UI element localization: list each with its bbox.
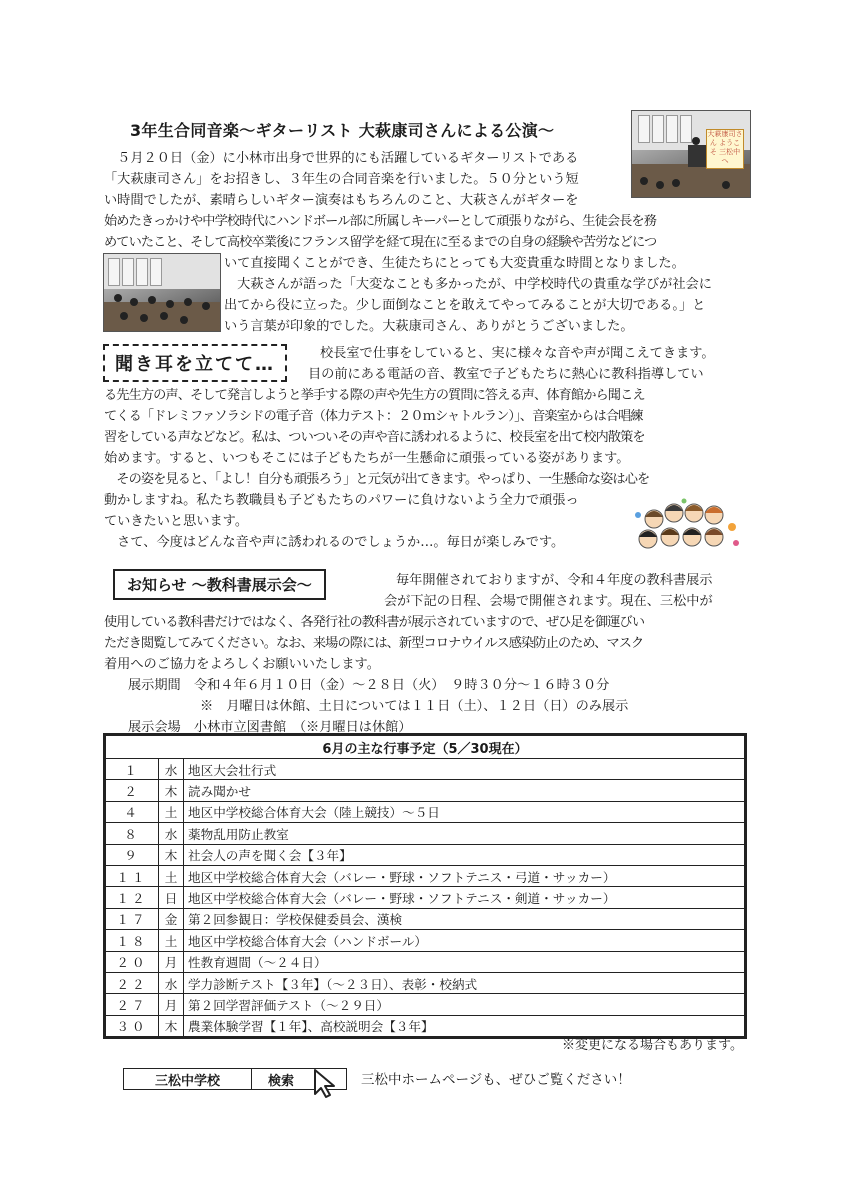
schedule-event: 薬物乱用防止教室 [184, 823, 745, 844]
exhibit-venue: 展示会場 小林市立図書館 （※月曜日は休館） [128, 720, 412, 735]
text-line: 校長室で仕事をしていると、実に様々な音や声が聞こえてきます。 [320, 346, 715, 361]
schedule-event: 第２回参観日：学校保健委員会、漢検 [184, 908, 745, 929]
schedule-event: 農業体験学習【１年】、高校説明会【３年】 [184, 1015, 745, 1036]
text-line: 毎年開催されておりますが、令和４年度の教科書展示 [396, 573, 713, 588]
text-line: ていきたいと思います。 [104, 514, 249, 529]
audience-photo [103, 253, 221, 332]
schedule-footnote: ※変更になる場合もあります。 [562, 1038, 743, 1053]
text-line: いう言葉が印象的でした。大萩康司さん、ありがとうございました。 [224, 319, 634, 334]
section1-title: 3年生合同音楽～ギターリスト 大萩康司さんによる公演～ [130, 121, 555, 140]
schedule-weekday: 木 [159, 844, 184, 865]
search-school-name: 三松中学校 [124, 1069, 252, 1089]
section1-body-top [104, 148, 629, 211]
schedule-row [106, 930, 745, 951]
schedule-row [106, 887, 745, 908]
schedule-weekday: 土 [159, 865, 184, 886]
text-line: 着用へのご協力をよろしくお願いいたします。 [104, 657, 380, 672]
schedule-day: ２ [106, 780, 159, 801]
text-line: その姿を見ると、「よし！自分も頑張ろう」と元気が出てきます。やっぱり、一生懸命な姿は心を [104, 472, 650, 487]
concert-photo [631, 110, 751, 198]
schedule-table [105, 735, 745, 1037]
search-button[interactable]: 検索 [268, 1073, 295, 1089]
schedule-event: 地区中学校総合体育大会（陸上競技）～５日 [184, 801, 745, 822]
children-illustration [632, 497, 744, 553]
text-line: 始めます。すると、いつもそこには子どもたちが一生懸命に頑張っている姿があります。 [104, 451, 630, 466]
schedule-row [106, 994, 745, 1015]
schedule-weekday: 月 [159, 951, 184, 972]
schedule-event: 第２回学習評価テスト（～２９日） [184, 994, 745, 1015]
footer-message: 三松中ホームページも、ぜひご覧ください！ [361, 1072, 631, 1088]
schedule-day: ４ [106, 801, 159, 822]
schedule-event: 読み聞かせ [184, 780, 745, 801]
schedule-event: 地区中学校総合体育大会（バレー・野球・ソフトテニス・弓道・サッカー） [184, 865, 745, 886]
schedule-day: １２ [106, 887, 159, 908]
schedule-day: １１ [106, 865, 159, 886]
schedule-weekday: 水 [159, 759, 184, 780]
schedule-weekday: 土 [159, 801, 184, 822]
schedule-weekday: 木 [159, 1015, 184, 1036]
schedule-event: 地区中学校総合体育大会（ハンドボール） [184, 930, 745, 951]
schedule-day: ３０ [106, 1015, 159, 1036]
text-line: てくる「ドレミファソラシドの電子音（体力テスト：２０ｍシャトルラン）」、音楽室からは合唱練 [104, 409, 643, 424]
schedule-weekday: 月 [159, 994, 184, 1015]
schedule-row [106, 759, 745, 780]
text-line: 「大萩康司さん」をお招きし、３年生の合同音楽を行いました。５０分という短 [104, 172, 579, 187]
schedule-day: ２７ [106, 994, 159, 1015]
schedule-day: ８ [106, 823, 159, 844]
text-line: 出てから役に立った。少し面倒なことを敢えてやってみることが大切である。」と [224, 298, 706, 313]
schedule-day: １７ [106, 908, 159, 929]
schedule-title: 6月の主な行事予定（5／30現在） [106, 736, 745, 759]
section1-body-bottom [224, 253, 744, 337]
schedule-box [103, 733, 747, 1039]
text-line: 始めたきっかけや中学校時代にハンドボール部に所属しキーパーとして頑張りながら、生徒会長を務 [104, 214, 657, 229]
text-line: い時間でしたが、素晴らしいギター演奏はもちろんのこと、大萩さんがギターを [104, 193, 579, 208]
schedule-weekday: 金 [159, 908, 184, 929]
schedule-day: ２２ [106, 972, 159, 993]
text-line: いて直接聞くことができ、生徒たちにとっても大変貴重な時間となりました。 [224, 256, 685, 271]
text-line: ただき閲覧してみてください。なお、来場の際には、新型コロナウイルス感染防止のため、マスク [104, 636, 644, 651]
schedule-row [106, 865, 745, 886]
text-line: ５月２０日（金）に小林市出身で世界的にも活躍しているギターリストである [104, 151, 579, 166]
text-line: 使用している教科書だけではなく、各発行社の教科書が展示されていますので、ぜひ足を御運びい [104, 615, 645, 630]
text-line: 習をしている声などなど。私は、ついついその声や音に誘われるように、校長室を出て校内散策を [104, 430, 645, 445]
schedule-row [106, 823, 745, 844]
text-line: 大萩さんが語った「大変なことも多かったが、中学校時代の貴重な学びが社会に [224, 277, 712, 292]
cursor-icon [309, 1066, 343, 1100]
schedule-row [106, 951, 745, 972]
section1-body-mid [104, 211, 744, 253]
schedule-day: ２０ [106, 951, 159, 972]
schedule-day: ９ [106, 844, 159, 865]
schedule-row [106, 780, 745, 801]
section3-title: お知らせ ～教科書展示会～ [113, 569, 326, 600]
schedule-row [106, 801, 745, 822]
text-line: る先生方の声、そして発言しようと挙手する際の声や先生方の質問に答える声、体育館から聞こえ [104, 388, 645, 403]
schedule-event: 学力診断テスト【３年】（～２３日）、表彰・校納式 [184, 972, 745, 993]
schedule-event: 社会人の声を聞く会【３年】 [184, 844, 745, 865]
schedule-weekday: 水 [159, 823, 184, 844]
welcome-banner: 大萩康司さん ようこそ 三松中へ [706, 129, 744, 169]
text-line: めていたこと、そして高校卒業後にフランス留学を経て現在に至るまでの自身の経験や苦労などにつ [104, 235, 657, 250]
schedule-weekday: 土 [159, 930, 184, 951]
text-line: 目の前にある電話の音、教室で子どもたちに熱心に教科指導してい [308, 367, 704, 382]
schedule-weekday: 水 [159, 972, 184, 993]
schedule-event: 性教育週間（～２４日） [184, 951, 745, 972]
text-line: 動かしますね。私たち教職員も子どもたちのパワーに負けないよう全力で頑張っ [104, 493, 579, 508]
schedule-day: １８ [106, 930, 159, 951]
schedule-event: 地区中学校総合体育大会（バレー・野球・ソフトテニス・剣道・サッカー） [184, 887, 745, 908]
text-line: さて、今度はどんな音や声に誘われるのでしょうか…。毎日が楽しみです。 [104, 535, 565, 550]
schedule-row [106, 972, 745, 993]
schedule-row [106, 908, 745, 929]
schedule-row [106, 844, 745, 865]
exhibit-note: ※ 月曜日は休館、土日については１１日（土）、１２日（日）のみ展示 [200, 699, 629, 714]
schedule-weekday: 木 [159, 780, 184, 801]
schedule-weekday: 日 [159, 887, 184, 908]
section2-title: 聞き耳を立てて… [103, 344, 287, 382]
section3-body [104, 570, 744, 738]
schedule-event: 地区大会壮行式 [184, 759, 745, 780]
schedule-day: １ [106, 759, 159, 780]
text-line: 会が下記の日程、会場で開催されます。現在、三松中が [384, 594, 713, 609]
exhibit-period: 展示期間 令和４年６月１０日（金）～２８日（火） ９時３０分～１６時３０分 [128, 678, 610, 693]
